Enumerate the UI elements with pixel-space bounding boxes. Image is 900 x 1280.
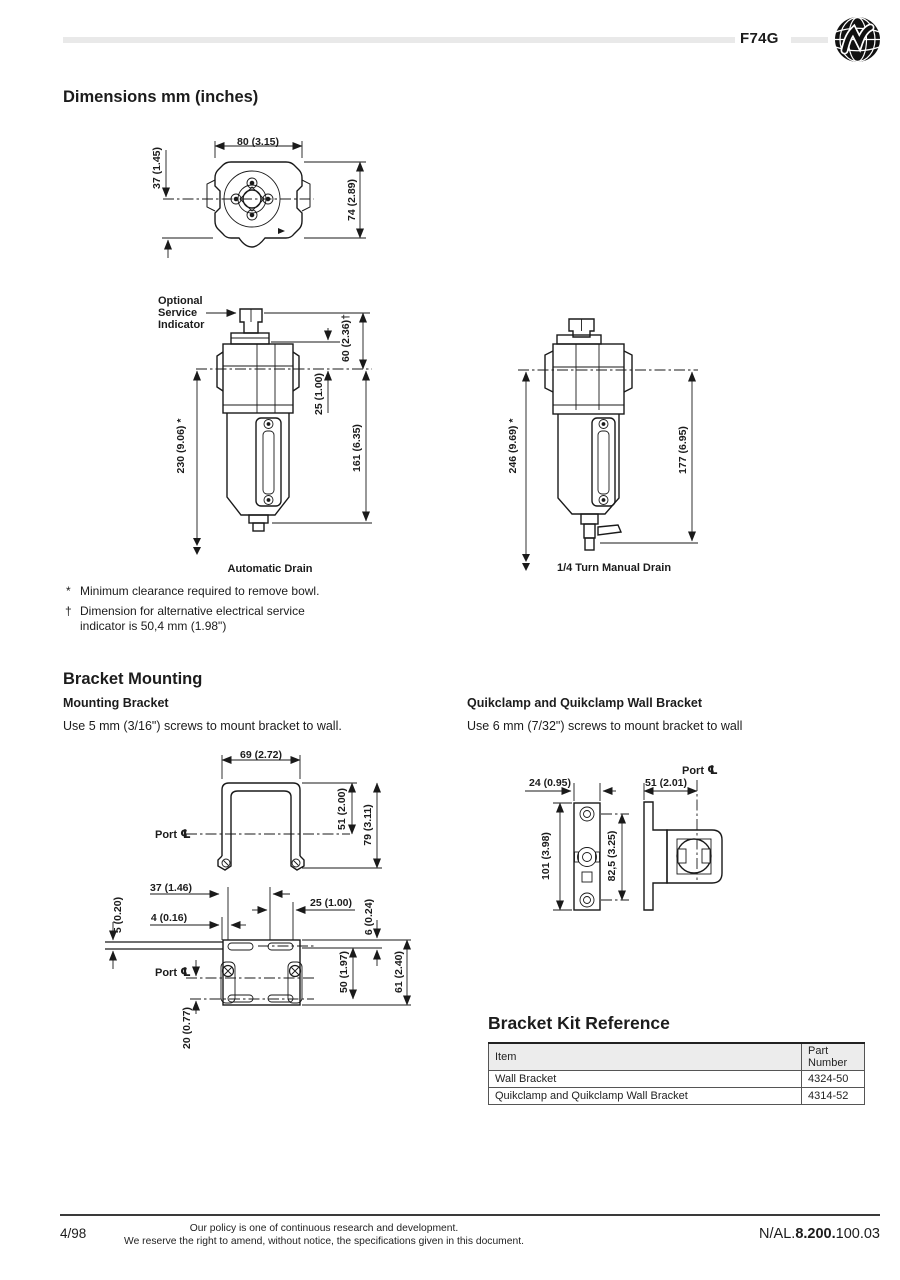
dim-bracket-upper-offset: 51 (2.00) — [336, 787, 348, 831]
bracket-kit-table — [488, 1042, 865, 1105]
dim-top-view-height: 74 (2.89) — [346, 178, 358, 222]
table-row — [489, 1088, 865, 1105]
footnote-star-marker: * — [66, 584, 71, 598]
bracket-mounting-title: Bracket Mounting — [63, 670, 203, 688]
dim-bracket-width: 69 (2.72) — [239, 749, 283, 761]
dim-top-view-half-height: 37 (1.45) — [151, 146, 163, 190]
dim-auto-body: 161 (6.35) — [351, 424, 363, 472]
part-number-cell: 4324-50 — [802, 1071, 865, 1088]
dim-bracket-plate-thickness: 5 (0.20) — [112, 896, 124, 934]
footnote-dagger-marker: † — [65, 604, 72, 618]
mounting-bracket-instruction: Use 5 mm (3/16") screws to mount bracket to wall. — [63, 719, 342, 733]
footnote-star-text: Minimum clearance required to remove bowl. — [80, 584, 320, 598]
quikclamp-instruction: Use 6 mm (7/32") screws to mount bracket to wall — [467, 719, 743, 733]
quikclamp-drawing — [525, 780, 722, 910]
product-code: F74G — [740, 30, 779, 47]
dim-bracket-height: 61 (2.40) — [393, 950, 405, 994]
footnote-dagger-line2: indicator is 50,4 mm (1.98") — [80, 619, 227, 633]
dim-quikclamp-plate-height: 101 (3.98) — [540, 832, 552, 880]
part-number-cell: 4314-52 — [802, 1088, 865, 1105]
dim-auto-port-drop: 25 (1.00) — [313, 372, 325, 416]
item-cell: Quikclamp and Quikclamp Wall Bracket — [489, 1088, 802, 1105]
dimensions-title: Dimensions mm (inches) — [63, 88, 259, 106]
item-cell: Wall Bracket — [489, 1071, 802, 1088]
column-header-item: Item — [489, 1043, 802, 1071]
dim-auto-clearance: 230 (9.06) * — [175, 418, 187, 474]
footer-policy-line2: We reserve the right to amend, without notice, the specifications given in this document. — [124, 1235, 524, 1247]
footnote-dagger-line1: Dimension for alternative electrical service — [80, 604, 305, 618]
bracket-kit-title: Bracket Kit Reference — [488, 1013, 670, 1033]
dim-bracket-upper-height: 79 (3.11) — [362, 804, 374, 846]
manual-drain-caption: 1/4 Turn Manual Drain — [556, 562, 672, 574]
dim-bracket-hole-span: 50 (1.97) — [338, 950, 350, 994]
port-centerline-label-quikclamp: Port ℄ — [682, 763, 718, 777]
port-centerline-label-bottom: Port ℄ — [155, 965, 191, 979]
top-view-drawing — [162, 141, 366, 258]
dim-bracket-slot-span: 37 (1.46) — [149, 882, 193, 894]
footer-rule — [60, 1214, 880, 1216]
port-centerline-label-top: Port ℄ — [155, 827, 191, 841]
mounting-bracket-subtitle: Mounting Bracket — [63, 696, 169, 710]
auto-drain-caption: Automatic Drain — [227, 563, 313, 575]
dim-quikclamp-plate-width: 24 (0.95) — [528, 777, 572, 789]
dim-auto-top: 60 (2.36)† — [340, 314, 352, 362]
footer-doc-reference: N/AL.8.200.100.03 — [759, 1226, 880, 1242]
service-indicator-callout: Optional Service Indicator — [158, 295, 205, 331]
wall-bracket-top-drawing — [186, 755, 382, 870]
table-row — [489, 1071, 865, 1088]
dim-bracket-lip: 6 (0.24) — [363, 898, 375, 936]
footer-issue-date: 4/98 — [60, 1226, 87, 1241]
dim-bracket-edge-gap: 4 (0.16) — [150, 912, 188, 924]
dim-manual-body: 177 (6.95) — [677, 426, 689, 474]
footer-policy-line1: Our policy is one of continuous research and development. — [189, 1223, 459, 1234]
column-header-part-number: Part Number — [802, 1043, 865, 1071]
dim-bracket-drop: 20 (0.77) — [181, 1006, 193, 1050]
centerline-symbol: ℄ — [707, 763, 718, 777]
table-header-row — [489, 1043, 865, 1071]
quikclamp-subtitle: Quikclamp and Quikclamp Wall Bracket — [467, 696, 703, 710]
dim-top-view-width: 80 (3.15) — [236, 136, 280, 148]
dim-quikclamp-port-depth: 51 (2.01) — [644, 777, 688, 789]
centerline-symbol: ℄ — [180, 965, 191, 979]
manual-drain-drawing — [518, 319, 698, 571]
footer-policy — [64, 1223, 584, 1248]
dim-bracket-slot-offset: 25 (1.00) — [309, 897, 353, 909]
dim-quikclamp-hole-span: 82,5 (3.25) — [606, 830, 618, 882]
centerline-symbol: ℄ — [180, 827, 191, 841]
dim-manual-clearance: 246 (9.69) * — [507, 418, 519, 474]
